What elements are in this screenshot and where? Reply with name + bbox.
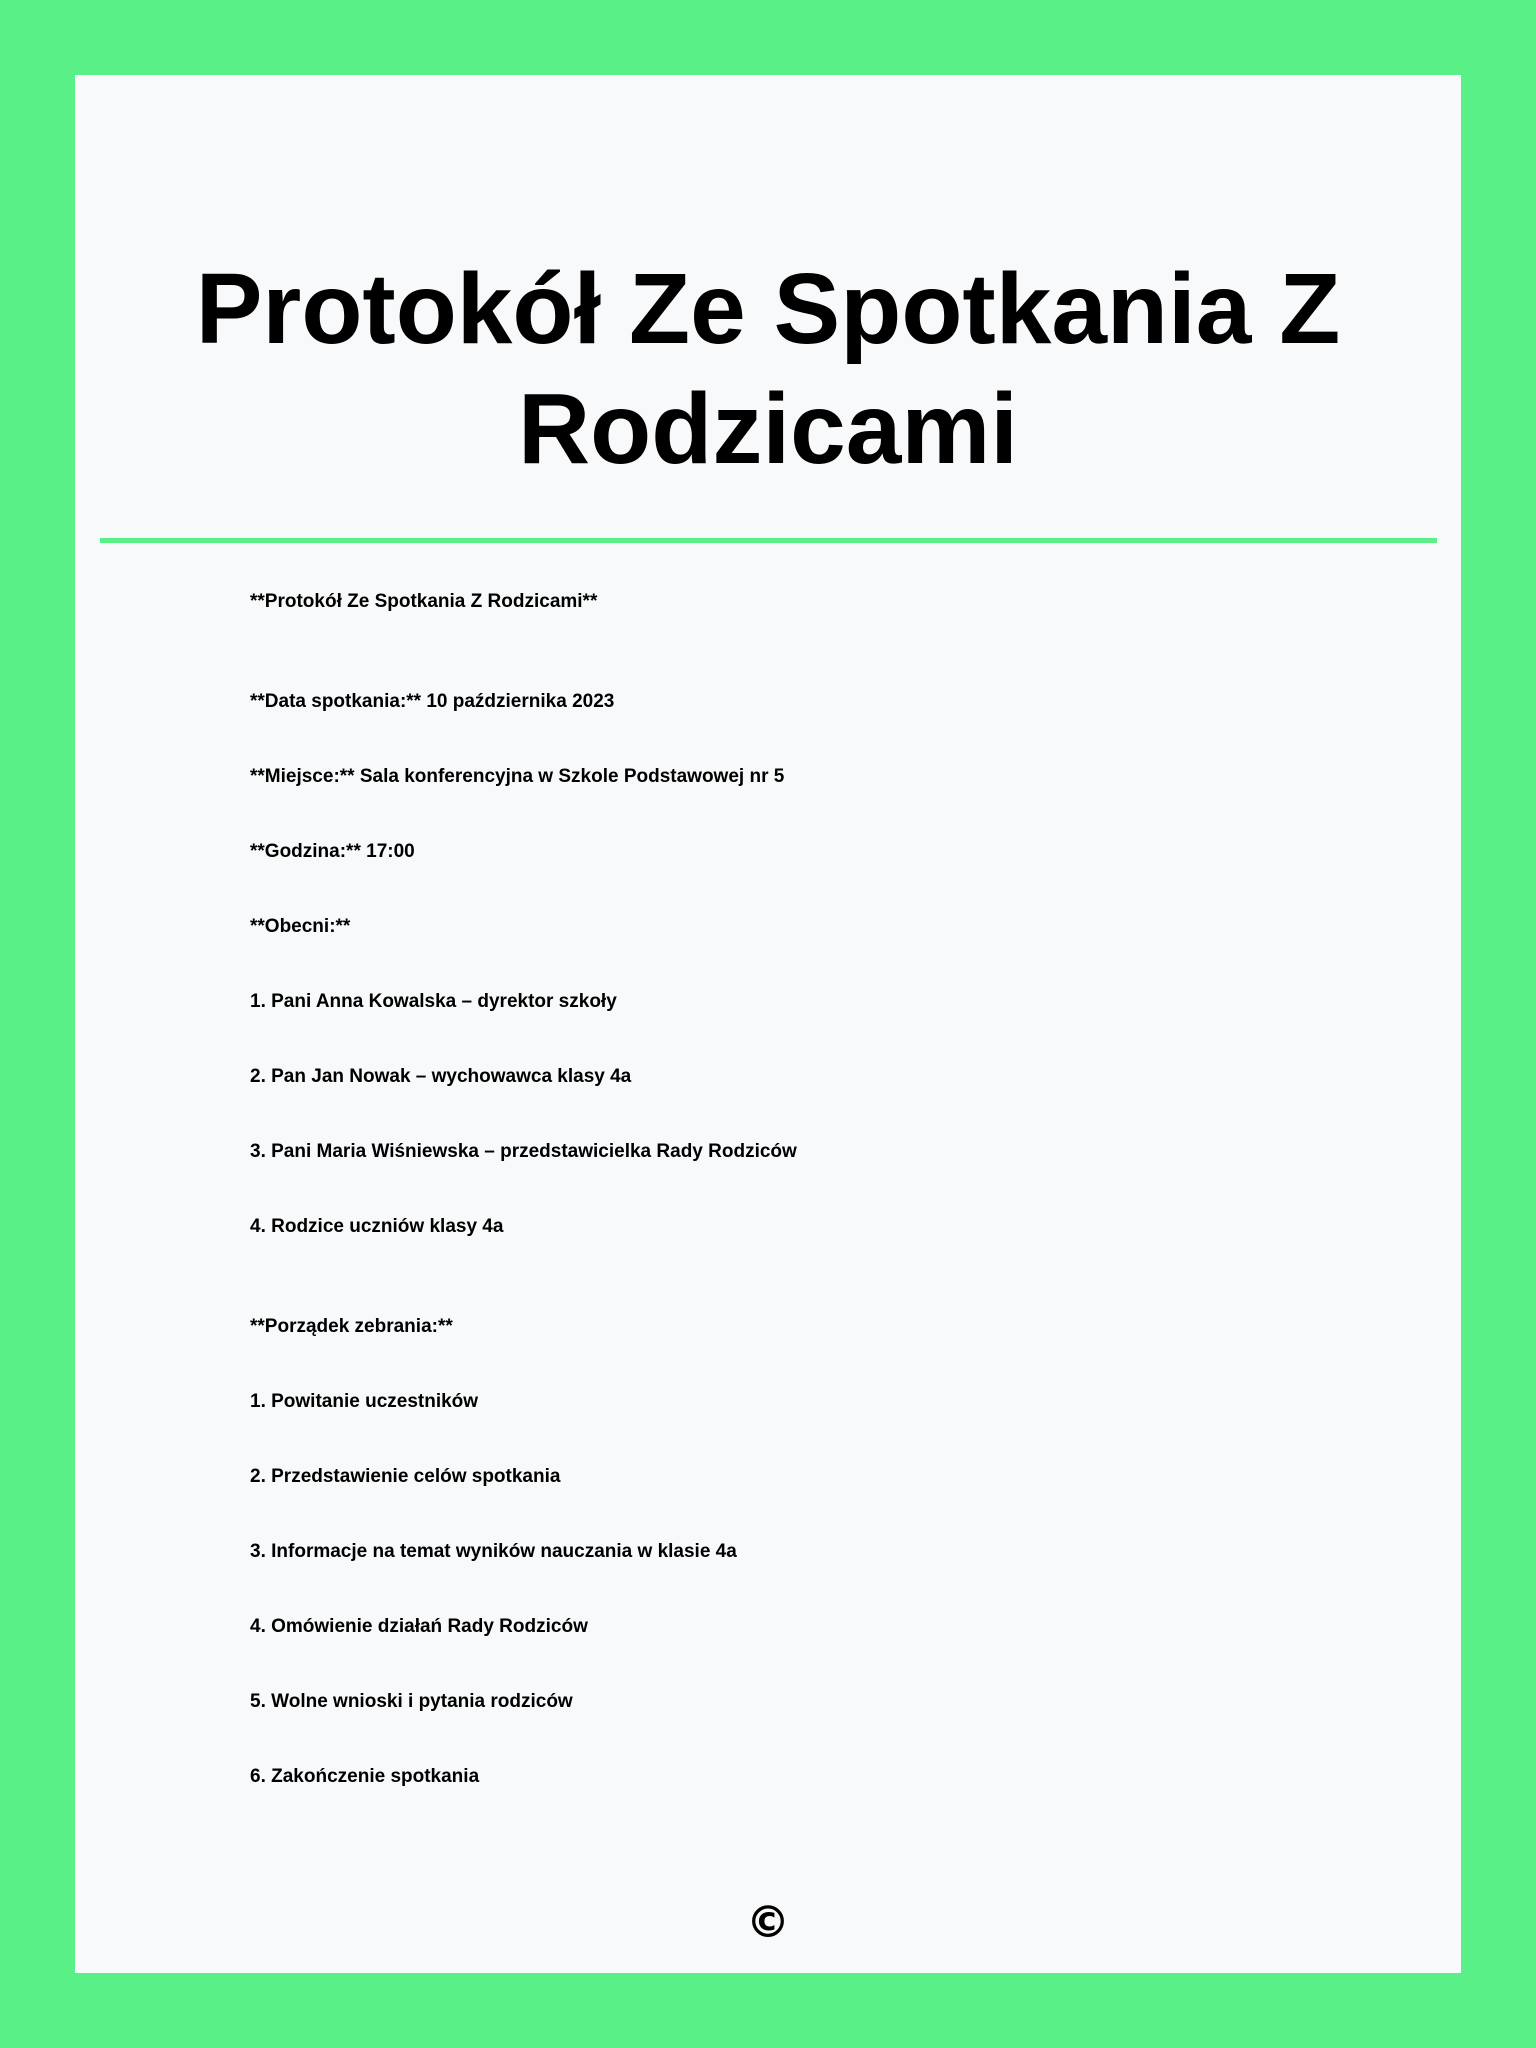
- document-heading-line: **Protokół Ze Spotkania Z Rodzicami**: [250, 591, 598, 612]
- document-page: [75, 75, 1461, 1973]
- attendees-label: **Obecni:**: [250, 916, 351, 937]
- attendee-item: 2. Pan Jan Nowak – wychowawca klasy 4a: [250, 1066, 632, 1087]
- agenda-item: 1. Powitanie uczestników: [250, 1391, 479, 1412]
- agenda-item: 6. Zakończenie spotkania: [250, 1766, 480, 1787]
- page-title: Protokół Ze Spotkania Z Rodzicami: [195, 253, 1341, 485]
- document-body: [250, 564, 1350, 1814]
- agenda-item: 3. Informacje na temat wyników nauczania w klasie 4a: [250, 1541, 737, 1562]
- agenda-label: **Porządek zebrania:**: [250, 1316, 453, 1337]
- title-divider: [100, 538, 1437, 543]
- meeting-place: **Miejsce:** Sala konferencyjna w Szkole Podstawowej nr 5: [250, 766, 785, 787]
- agenda-item: 2. Przedstawienie celów spotkania: [250, 1466, 561, 1487]
- agenda-item: 4. Omówienie działań Rady Rodziców: [250, 1616, 588, 1637]
- attendee-item: 4. Rodzice uczniów klasy 4a: [250, 1216, 504, 1237]
- attendee-item: 1. Pani Anna Kowalska – dyrektor szkoły: [250, 991, 617, 1012]
- attendee-item: 3. Pani Maria Wiśniewska – przedstawicielka Rady Rodziców: [250, 1141, 797, 1162]
- meeting-time: **Godzina:** 17:00: [250, 841, 415, 862]
- copyright-icon: ©: [746, 1897, 790, 1948]
- meeting-date: **Data spotkania:** 10 października 2023: [250, 691, 615, 712]
- agenda-item: 5. Wolne wnioski i pytania rodziców: [250, 1691, 573, 1712]
